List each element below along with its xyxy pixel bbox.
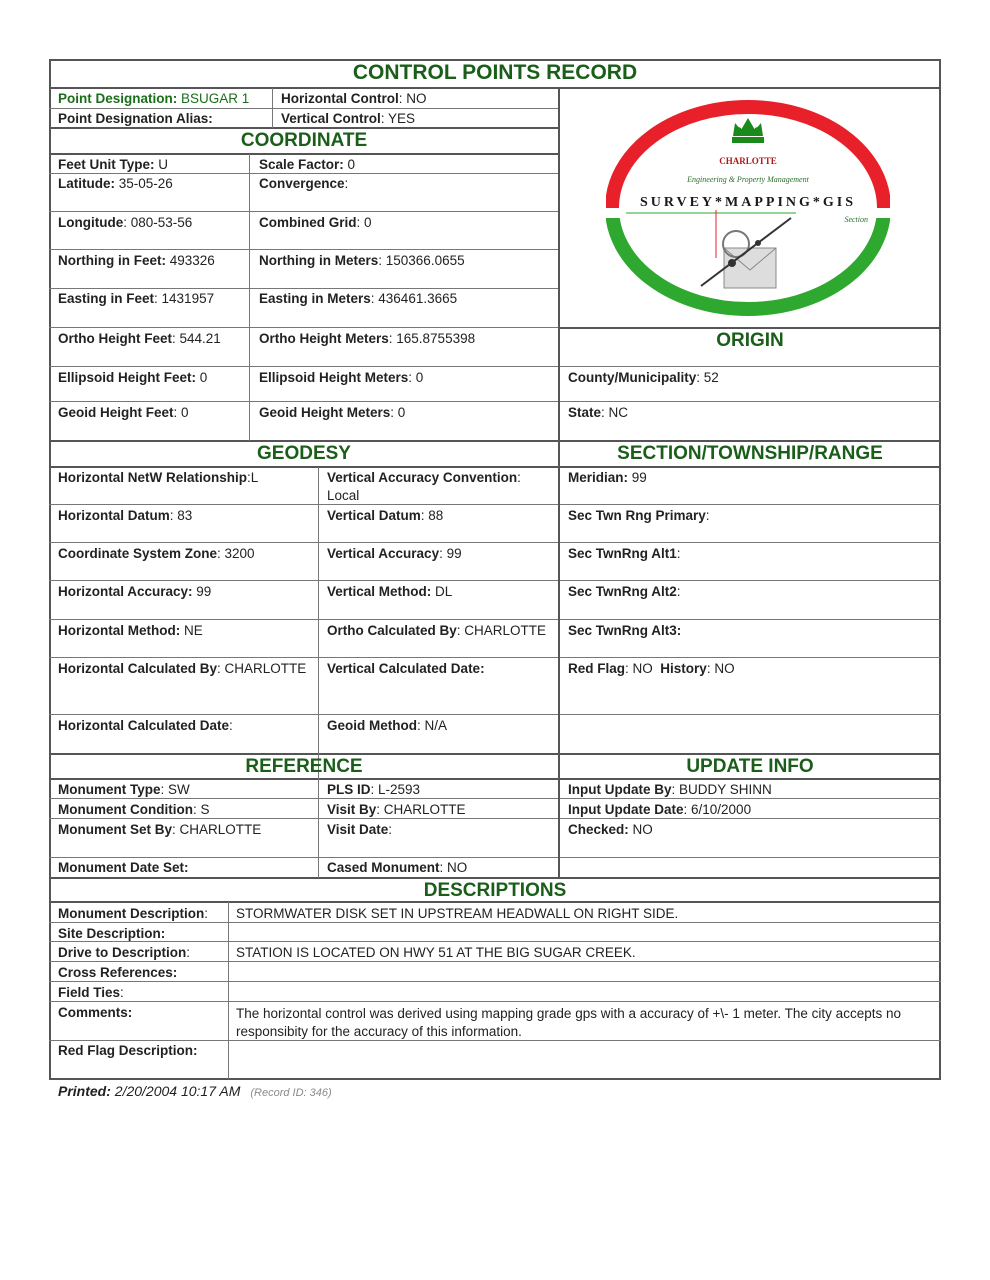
description-label: Cross References: [58, 965, 178, 980]
easting-meters: Easting in Meters: 436461.3665 [259, 291, 458, 306]
description-label: Monument Description: [58, 906, 209, 921]
vertical-accuracy: Vertical Accuracy: 99 [327, 546, 462, 561]
state: State: NC [568, 405, 629, 420]
section-township-range-heading: SECTION/TOWNSHIP/RANGE [617, 443, 883, 464]
horizontal-method: Horizontal Method: NE [58, 623, 203, 638]
logo-banner: SURVEY*MAPPING*GIS [639, 195, 857, 210]
logo-dept: Engineering & Property Management [687, 175, 809, 184]
rule [49, 922, 941, 923]
input-update-date: Input Update Date: 6/10/2000 [568, 802, 752, 817]
vertical-control: Vertical Control: YES [281, 111, 416, 126]
horizontal-calculated-date: Horizontal Calculated Date: [58, 718, 233, 733]
vertical-accuracy-convention-value: Local [327, 488, 360, 503]
horizontal-control: Horizontal Control: NO [281, 91, 427, 106]
rule [49, 440, 941, 442]
description-value: STORMWATER DISK SET IN UPSTREAM HEADWALL ON RIGHT SIDE. [236, 906, 679, 921]
sec-twnrng-alt3: Sec TwnRng Alt3: [568, 623, 682, 638]
rule [318, 467, 319, 878]
sec-twnrng-alt1: Sec TwnRng Alt1: [568, 546, 681, 561]
rule [49, 504, 941, 505]
description-label: Site Description: [58, 926, 166, 941]
monument-condition: Monument Condition: S [58, 802, 210, 817]
page-title: CONTROL POINTS RECORD [352, 61, 638, 84]
easting-feet: Easting in Feet: 1431957 [58, 291, 215, 306]
sec-twn-rng-primary: Sec Twn Rng Primary: [568, 508, 710, 523]
rule [559, 327, 941, 329]
ortho-calculated-by: Ortho Calculated By: CHARLOTTE [327, 623, 547, 638]
rule [49, 173, 559, 174]
vertical-method: Vertical Method: DL [327, 584, 453, 599]
ellipsoid-height-meters: Ellipsoid Height Meters: 0 [259, 370, 424, 385]
rule [49, 366, 941, 367]
logo-section: Section [844, 215, 868, 224]
cased-monument: Cased Monument: NO [327, 860, 468, 875]
geoid-height-meters: Geoid Height Meters: 0 [259, 405, 406, 420]
rule [49, 153, 559, 155]
rule [49, 401, 941, 402]
rule [49, 753, 941, 755]
red-flag-history: Red Flag: NO History: NO [568, 661, 735, 676]
visit-by: Visit By: CHARLOTTE [327, 802, 466, 817]
description-value: The horizontal control was derived using mapping grade gps with a accuracy of +\- 1 meter. The city accepts no responsibity for the accuracy of this information. [236, 1006, 901, 1039]
description-label: Field Ties: [58, 985, 124, 1000]
northing-meters: Northing in Meters: 150366.0655 [259, 253, 465, 268]
ellipsoid-height-feet: Ellipsoid Height Feet: 0 [58, 370, 208, 385]
rule [49, 778, 941, 780]
visit-date: Visit Date: [327, 822, 393, 837]
rule [49, 127, 559, 129]
rule [49, 542, 941, 543]
rule [49, 857, 941, 858]
description-label: Comments: [58, 1005, 133, 1020]
rule [49, 877, 941, 879]
logo-city: CHARLOTTE [719, 156, 777, 166]
rule [49, 981, 941, 982]
scale-factor: Scale Factor: 0 [259, 157, 356, 172]
northing-feet: Northing in Feet: 493326 [58, 253, 215, 268]
vertical-calculated-date: Vertical Calculated Date: [327, 661, 485, 676]
crown-icon [732, 118, 764, 143]
rule [49, 714, 941, 715]
convergence: Convergence: [259, 176, 349, 191]
combined-grid: Combined Grid: 0 [259, 215, 372, 230]
rule [249, 154, 250, 441]
rule [49, 327, 559, 328]
rule [49, 108, 559, 109]
rule [49, 941, 941, 942]
reference-heading: REFERENCE [245, 756, 363, 777]
monument-type: Monument Type: SW [58, 782, 190, 797]
horizontal-netw-relationship: Horizontal NetW Relationship:L [58, 470, 259, 485]
rule [228, 902, 229, 1079]
checked: Checked: NO [568, 822, 653, 837]
rule [49, 87, 941, 89]
rule [49, 818, 941, 819]
rule [49, 249, 559, 250]
input-update-by: Input Update By: BUDDY SHINN [568, 782, 772, 797]
ortho-height-feet: Ortho Height Feet: 544.21 [58, 331, 221, 346]
point-designation: Point Designation: BSUGAR 1 [58, 91, 250, 106]
vertical-datum: Vertical Datum: 88 [327, 508, 444, 523]
longitude: Longitude: 080-53-56 [58, 215, 193, 230]
coordinate-heading: COORDINATE [240, 130, 368, 151]
meridian: Meridian: 99 [568, 470, 647, 485]
feet-unit-type: Feet Unit Type: U [58, 157, 169, 172]
horizontal-calculated-by: Horizontal Calculated By: CHARLOTTE [58, 661, 307, 676]
monument-date-set: Monument Date Set: [58, 860, 189, 875]
rule [49, 211, 559, 212]
horizontal-datum: Horizontal Datum: 83 [58, 508, 193, 523]
description-value: STATION IS LOCATED ON HWY 51 AT THE BIG SUGAR CREEK. [236, 945, 636, 960]
monument-set-by: Monument Set By: CHARLOTTE [58, 822, 262, 837]
coordinate-system-zone: Coordinate System Zone: 3200 [58, 546, 255, 561]
origin-heading: ORIGIN [716, 330, 784, 351]
geoid-method: Geoid Method: N/A [327, 718, 448, 733]
rule [49, 580, 941, 581]
rule [49, 1001, 941, 1002]
rule [49, 961, 941, 962]
geoid-height-feet: Geoid Height Feet: 0 [58, 405, 189, 420]
rule [49, 657, 941, 658]
record-id: (Record ID: 346) [250, 1087, 332, 1099]
rule [49, 288, 559, 289]
update-info-heading: UPDATE INFO [686, 756, 814, 777]
vertical-accuracy-convention: Vertical Accuracy Convention: [327, 470, 521, 485]
description-label: Red Flag Description: [58, 1043, 198, 1058]
charlotte-survey-logo [606, 98, 890, 320]
rule [49, 619, 941, 620]
rule [49, 798, 941, 799]
ortho-height-meters: Ortho Height Meters: 165.8755398 [259, 331, 476, 346]
description-label: Drive to Description: [58, 945, 191, 960]
latitude: Latitude: 35-05-26 [58, 176, 173, 191]
descriptions-heading: DESCRIPTIONS [423, 880, 567, 901]
county-municipality: County/Municipality: 52 [568, 370, 719, 385]
horizontal-accuracy: Horizontal Accuracy: 99 [58, 584, 212, 599]
surveyor-instrument-icon [701, 218, 791, 288]
rule [272, 88, 273, 128]
geodesy-heading: GEODESY [257, 443, 351, 464]
pls-id: PLS ID: L-2593 [327, 782, 421, 797]
printed-footer: Printed: 2/20/2004 10:17 AM (Record ID: 346) [58, 1083, 332, 1099]
point-designation-alias: Point Designation Alias: [58, 111, 213, 126]
sec-twnrng-alt2: Sec TwnRng Alt2: [568, 584, 681, 599]
rule [49, 466, 941, 468]
